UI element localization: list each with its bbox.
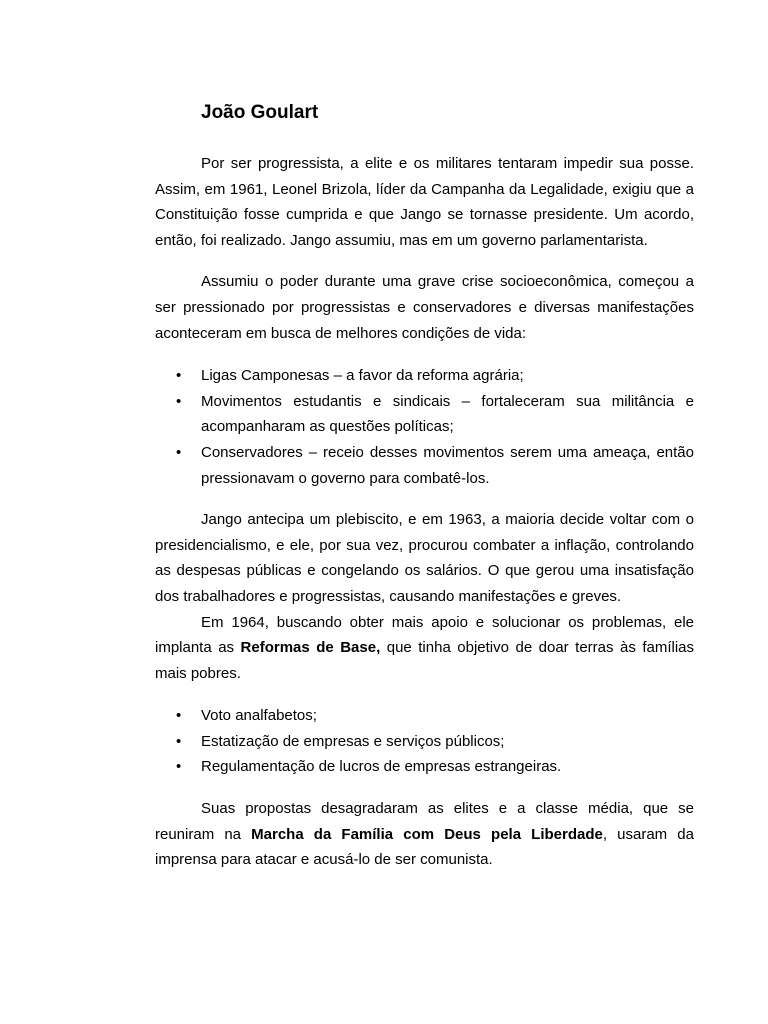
document-title: João Goulart	[201, 102, 319, 123]
bullet-icon: •	[176, 758, 182, 776]
list-item-text: Conservadores – receio desses movimentos serem uma ameaça, então pressionavam o governo para combatê-los.	[201, 443, 694, 487]
list-item	[155, 703, 694, 729]
paragraph-4-text: Em 1964, buscando obter mais apoio e solucionar os problemas, ele implanta as	[155, 613, 694, 657]
list-item-text: Movimentos estudantis e sindicais – fortaleceram sua militância e acompanharam as questões políticas;	[201, 392, 694, 436]
bullet-icon: •	[176, 443, 182, 461]
paragraph-3: Jango antecipa um plebiscito, e em 1963, a maioria decide voltar com o presidencialismo, e ele, por sua vez, procurou combater a inflação, controlando as despesas públicas e congelando os salários. O que gerou uma insatisfação dos trabalhadores e progressistas, causando manifestações e greves.	[155, 511, 694, 605]
list-item	[155, 754, 694, 780]
paragraph-4	[155, 610, 694, 687]
list-item	[155, 363, 694, 389]
paragraph-4-bold: Reformas de Base,	[240, 639, 381, 657]
bullet-icon: •	[176, 392, 182, 410]
list-item-text: Regulamentação de lucros de empresas estrangeiras.	[201, 758, 562, 776]
list-item-text: Estatização de empresas e serviços públicos;	[201, 732, 505, 750]
paragraph-4-text-end: que tinha objetivo de doar terras às famílias mais pobres.	[155, 639, 695, 682]
paragraph-5	[155, 796, 694, 873]
bullet-list-2	[155, 703, 694, 780]
bullet-icon: •	[176, 367, 182, 385]
bullet-icon: •	[176, 707, 182, 725]
paragraph-5-text: Suas propostas desagradaram as elites e a classe média, que se reuniram na	[155, 800, 694, 843]
paragraph-1: Por ser progressista, a elite e os militares tentaram impedir sua posse. Assim, em 1961, Leonel Brizola, líder da Campanha da Legalidade, exigiu que a Constituição fosse cumprida e que Jango se tornasse presidente. Um acordo, então, foi realizado. Jango assumiu, mas em um governo parlamentarista.	[155, 155, 694, 249]
bullet-list-1	[155, 363, 694, 491]
list-item	[155, 389, 694, 440]
list-item	[155, 440, 694, 491]
paragraph-2: Assumiu o poder durante uma grave crise socioeconômica, começou a ser pressionado por progressistas e conservadores e diversas manifestações aconteceram em busca de melhores condições de vida:	[155, 273, 694, 342]
list-item-text: Voto analfabetos;	[201, 707, 317, 725]
document-page	[155, 99, 694, 873]
paragraph-5-text-end: , usaram da imprensa para atacar e acusá-lo de ser comunista.	[155, 825, 694, 869]
list-item-text: Ligas Camponesas – a favor da reforma agrária;	[201, 367, 524, 385]
paragraph-5-bold: Marcha da Família com Deus pela Liberdade	[251, 825, 603, 843]
list-item	[155, 729, 694, 755]
bullet-icon: •	[176, 732, 182, 750]
